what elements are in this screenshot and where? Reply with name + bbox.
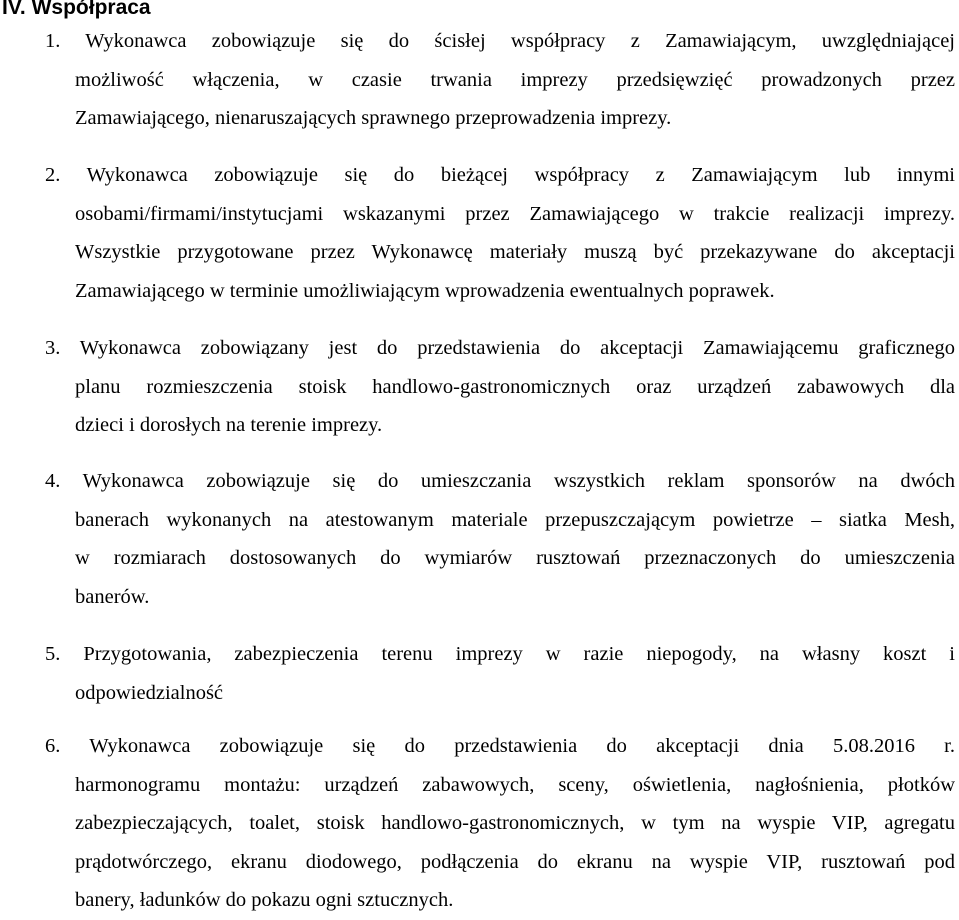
item-line: Zamawiającego w terminie umożliwiającym wprowadzenia ewentualnych poprawek. [75,279,775,302]
item-line: 1. Wykonawca zobowiązuje się do ścisłej współpracy z Zamawiającym, uwzględniającej [45,30,955,52]
list-item-2 [0,156,955,310]
item-line: zabezpieczających, toalet, stoisk handlowo-gastronomicznych, w tym na wyspie VIP, agregatu [75,812,955,834]
list-item-3 [0,329,955,445]
list-item-6 [0,727,955,920]
item-line: prądotwórczego, ekranu diodowego, podłączenia do ekranu na wyspie VIP, rusztowań pod [75,850,955,873]
item-line: planu rozmieszczenia stoisk handlowo-gastronomicznych oraz urządzeń zabawowych dla [75,375,955,398]
item-line: 3. Wykonawca zobowiązany jest do przedstawienia do akceptacji Zamawiającemu graficznego [45,337,955,359]
item-line: harmonogramu montażu: urządzeń zabawowych, sceny, oświetlenia, nagłośnienia, płotków [75,773,955,796]
section-heading: IV. Współpraca [2,0,151,19]
item-line: banerach wykonanych na atestowanym materiale przepuszczającym powietrze – siatka Mesh, [75,508,955,531]
item-number: 6. [45,735,61,757]
item-line: 4. Wykonawca zobowiązuje się do umieszczania wszystkich reklam sponsorów na dwóch [45,470,955,492]
item-number: 4. [45,470,61,492]
item-line: 5. Przygotowania, zabezpieczenia terenu imprezy w razie niepogody, na własny koszt i [45,643,955,665]
item-line: banerów. [75,585,150,608]
list-item-1 [0,22,955,138]
item-line: banery, ładunków do pokazu ogni sztucznych. [75,889,454,911]
item-line: 6. Wykonawca zobowiązuje się do przedstawienia do akceptacji dnia 5.08.2016 r. [45,735,955,757]
item-line: Wszystkie przygotowane przez Wykonawcę materiały muszą być przekazywane do akceptacji [75,241,955,263]
item-line: odpowiedzialność [75,681,224,704]
item-line: dzieci i dorosłych na terenie imprezy. [75,414,383,436]
item-line: w rozmiarach dostosowanych do wymiarów rusztowań przeznaczonych do umieszczenia [75,547,955,569]
list-item-4 [0,462,955,616]
item-line: 2. Wykonawca zobowiązuje się do bieżącej współpracy z Zamawiającym lub innymi [45,164,955,186]
item-number: 2. [45,164,61,186]
item-line: możliwość włączenia, w czasie trwania imprezy przedsięwzięć prowadzonych przez [75,68,955,91]
list-item-5 [0,635,955,712]
item-number: 5. [45,643,61,665]
item-number: 1. [45,30,61,52]
item-number: 3. [45,337,61,359]
item-line: Zamawiającego, nienaruszających sprawnego przeprowadzenia imprezy. [75,107,672,129]
item-line: osobami/firmami/instytucjami wskazanymi przez Zamawiającego w trakcie realizacji imprezy. [75,202,955,225]
